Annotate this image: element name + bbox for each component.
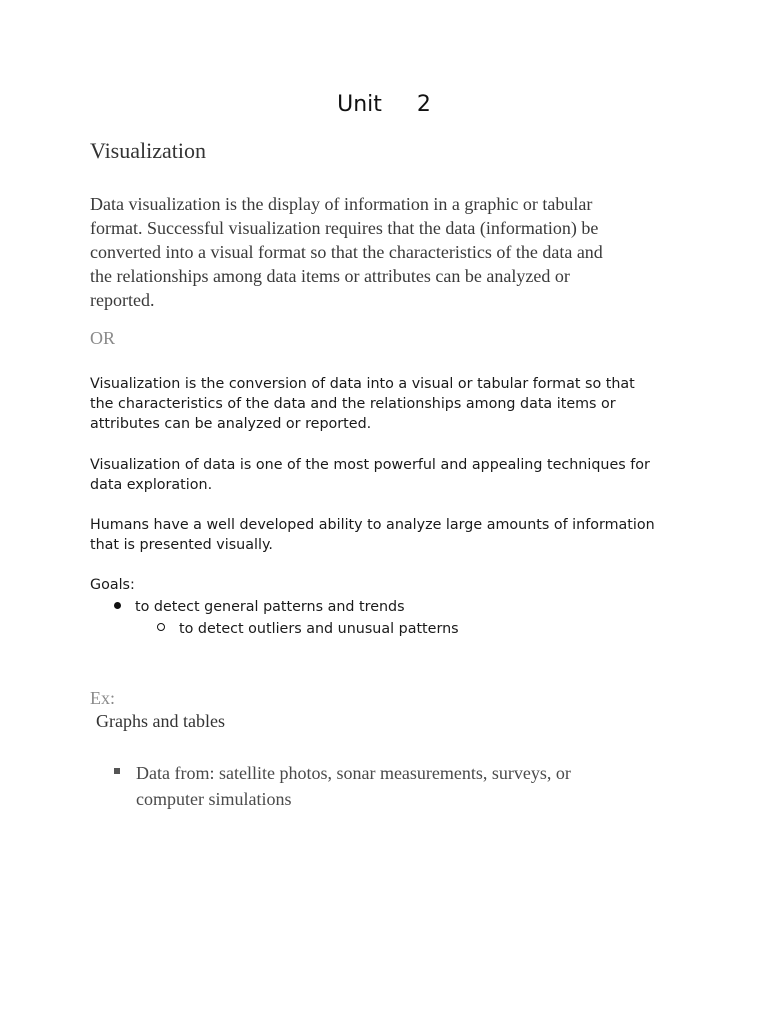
goal-list-item xyxy=(114,597,405,617)
goal-sub-list-item xyxy=(157,619,459,639)
graphs-label: Graphs and tables xyxy=(96,711,225,731)
definition-paragraph xyxy=(90,192,680,312)
goal-text: to detect outliers and unusual patterns xyxy=(179,621,459,637)
paragraph-line: data exploration. xyxy=(90,477,213,493)
or-label: OR xyxy=(90,328,116,348)
conversion-paragraph xyxy=(90,374,690,434)
page-title: Unit 2 xyxy=(337,92,431,117)
exploration-paragraph xyxy=(90,455,690,495)
definition-line: the relationships among data items or attributes can be analyzed or xyxy=(90,266,570,286)
goal-text: to detect general patterns and trends xyxy=(135,599,405,615)
example-label: Ex: xyxy=(90,688,115,708)
humans-paragraph xyxy=(90,515,690,555)
data-sources-text xyxy=(136,760,676,812)
paragraph-line: the characteristics of the data and the relationships among data items or xyxy=(90,396,616,412)
paragraph-line: that is presented visually. xyxy=(90,537,273,553)
definition-line: Data visualization is the display of information in a graphic or tabular xyxy=(90,194,593,214)
data-sources-line: computer simulations xyxy=(136,789,292,809)
data-sources-line: Data from: satellite photos, sonar measurements, surveys, or xyxy=(136,763,571,783)
paragraph-line: attributes can be analyzed or reported. xyxy=(90,416,372,432)
definition-line: converted into a visual format so that the characteristics of the data and xyxy=(90,242,603,262)
definition-line: reported. xyxy=(90,290,155,310)
paragraph-line: Humans have a well developed ability to analyze large amounts of information xyxy=(90,517,655,533)
filled-bullet-icon xyxy=(114,602,121,609)
definition-line: format. Successful visualization requires that the data (information) be xyxy=(90,218,599,238)
paragraph-line: Visualization is the conversion of data into a visual or tabular format so that xyxy=(90,376,635,392)
paragraph-line: Visualization of data is one of the most powerful and appealing techniques for xyxy=(90,457,650,473)
goals-label: Goals: xyxy=(90,577,135,593)
square-bullet-icon xyxy=(114,768,120,774)
section-heading: Visualization xyxy=(90,138,206,163)
hollow-bullet-icon xyxy=(157,623,165,631)
